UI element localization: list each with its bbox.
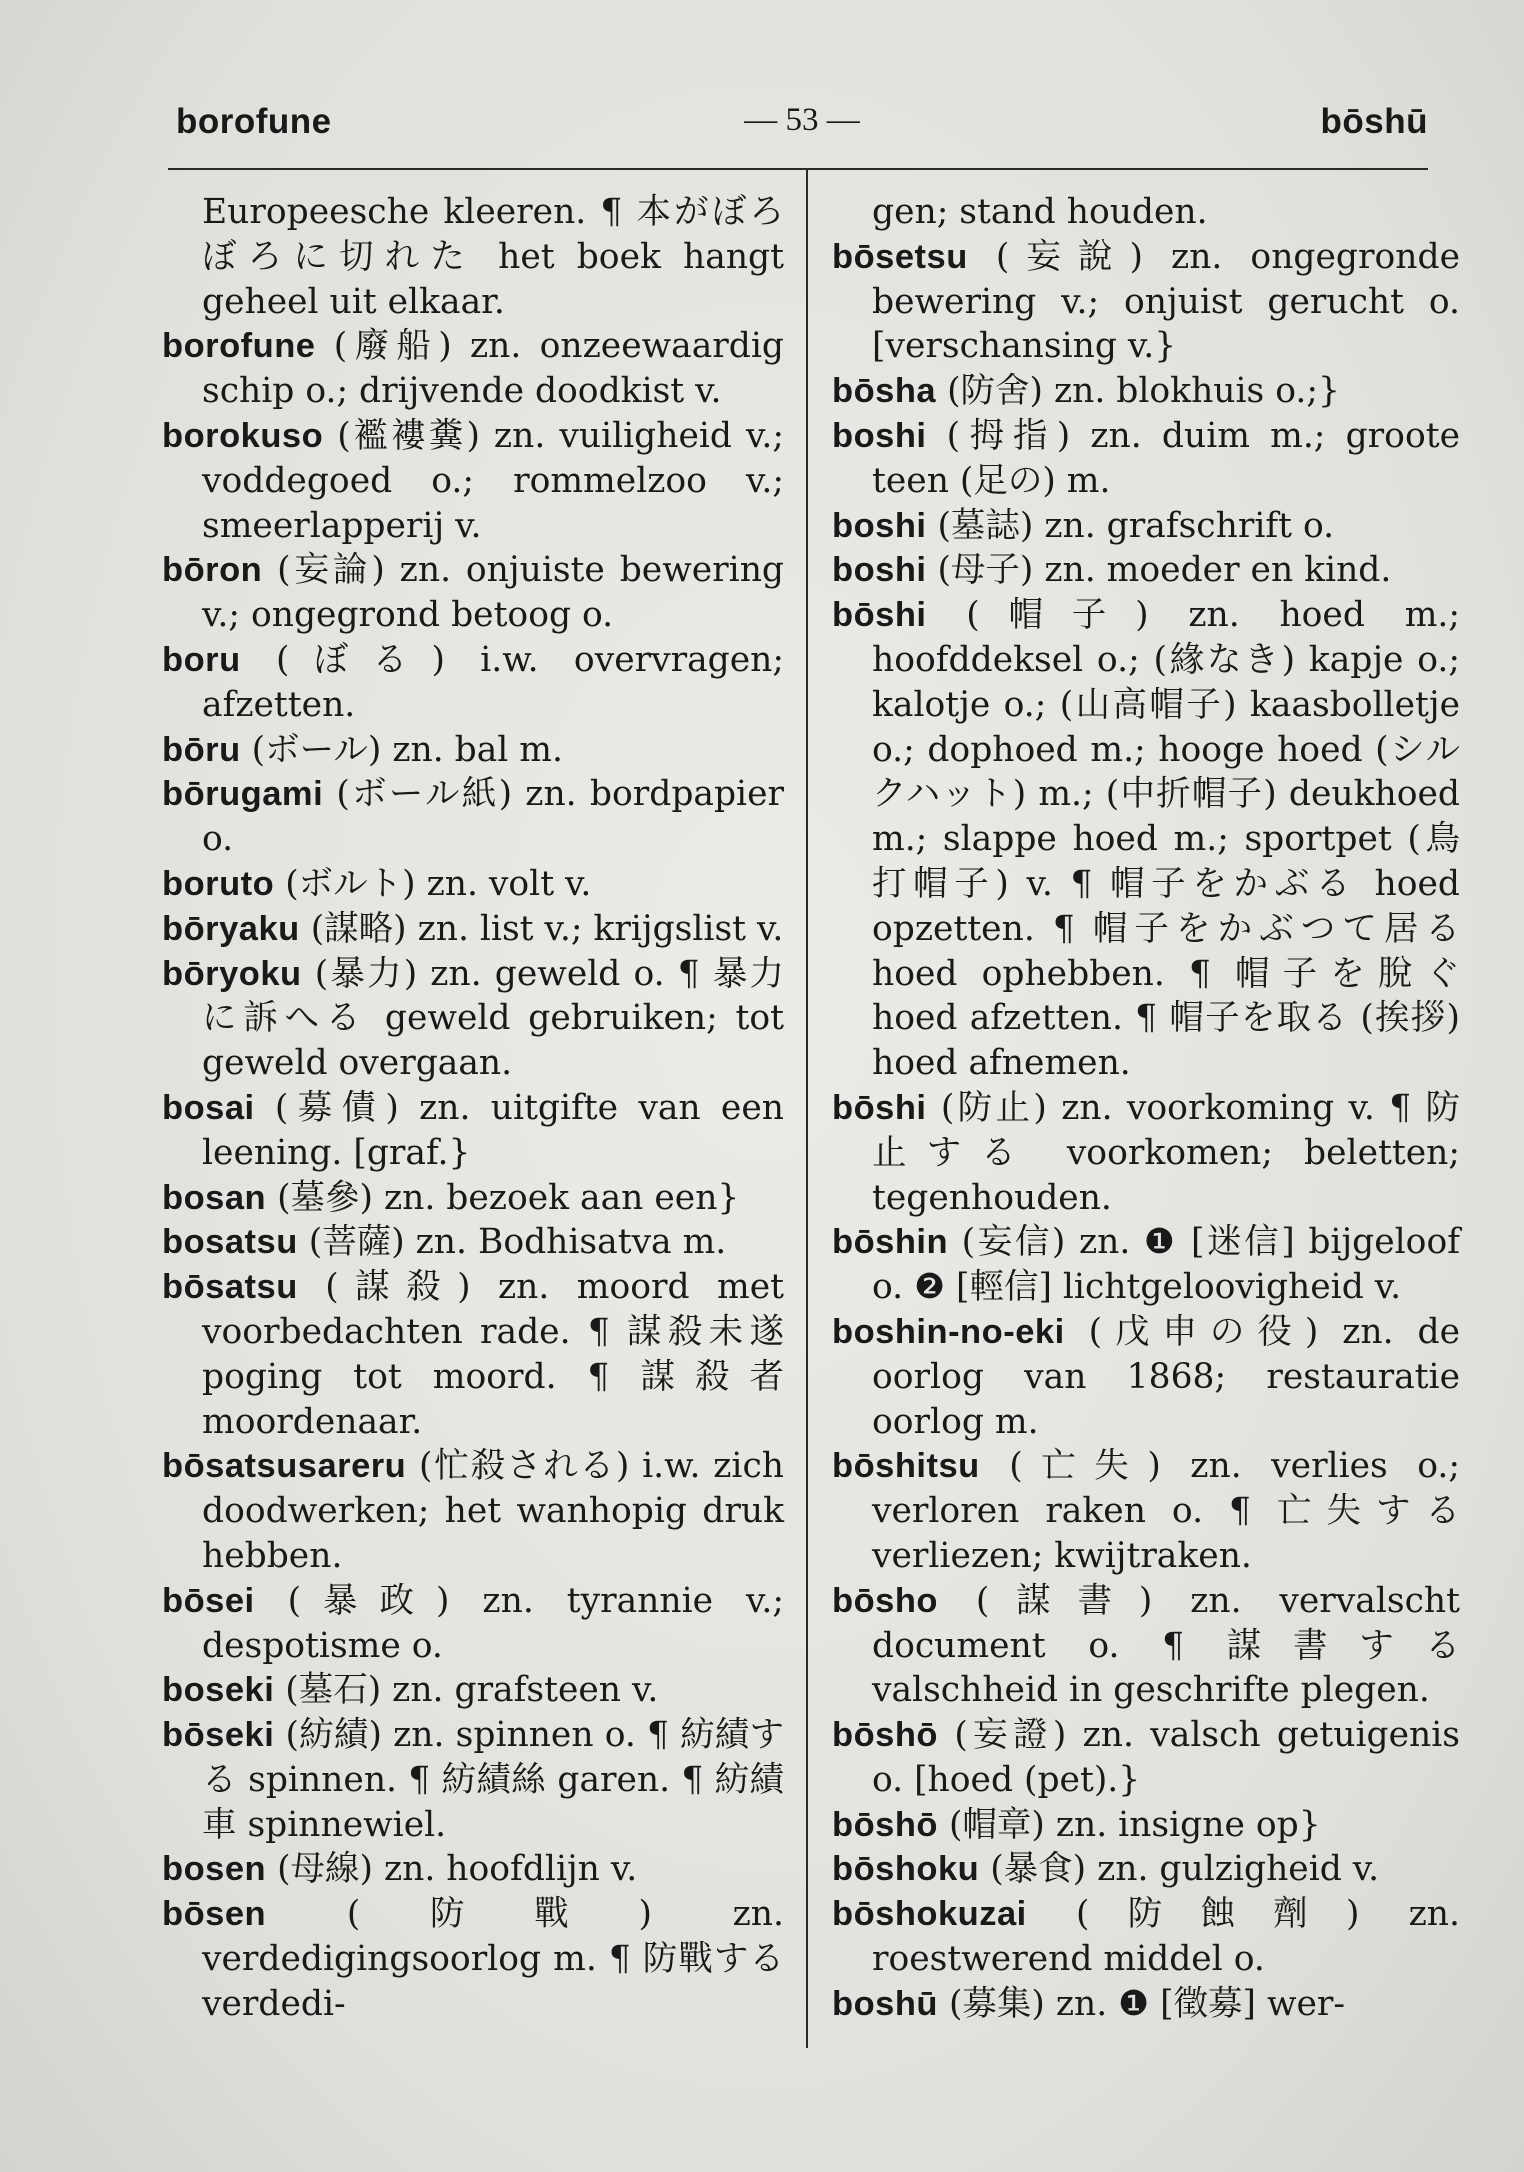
entry-headword: bōshō (832, 1716, 938, 1755)
dictionary-entry (162, 1220, 784, 1265)
dictionary-entry (162, 1579, 784, 1669)
column-divider (806, 168, 808, 2048)
dictionary-entry (832, 1982, 1460, 2027)
entry-definition: (暴食) zn. gulzigheid v. (990, 1849, 1380, 1890)
entry-headword: bōshitsu (832, 1447, 980, 1486)
dictionary-entry (832, 1579, 1460, 1713)
page-number: — 53 — (744, 102, 860, 138)
entry-headword: bosen (162, 1850, 267, 1889)
entry-definition: (戊申の役) zn. de oorlog van 1868; restauratie oorlog m. (872, 1311, 1461, 1442)
entry-headword: bōseki (162, 1716, 275, 1755)
dictionary-entry (832, 1444, 1460, 1578)
dictionary-entry (162, 952, 784, 1086)
entry-definition: (ボルト) zn. volt v. (285, 863, 592, 904)
dictionary-entry (832, 593, 1460, 1086)
entry-definition: (紡績) zn. spinnen o. ¶ 紡績する spinnen. ¶ 紡績絲 garen. ¶ 紡績車 spinnewiel. (202, 1715, 784, 1845)
left-column (162, 190, 784, 2027)
dictionary-entry (162, 548, 784, 638)
entry-headword: borokuso (162, 416, 324, 455)
entry-continuation (832, 190, 1460, 235)
dictionary-entry (162, 907, 784, 952)
dictionary-entry (832, 548, 1460, 593)
dictionary-entry (832, 369, 1460, 414)
dictionary-entry (832, 1220, 1460, 1310)
entry-headword: bōsei (162, 1581, 255, 1620)
running-header (176, 102, 1428, 154)
entry-definition: (墓誌) zn. grafschrift o. (937, 505, 1335, 546)
dictionary-entry (832, 504, 1460, 549)
header-rule (168, 168, 1428, 170)
right-guide-word: bōshū (1320, 102, 1428, 141)
entry-definition: (帽章) zn. insigne op} (948, 1804, 1321, 1845)
entry-definition: (襤褸糞) zn. vuiligheid v.; voddegoed o.; rommelzoo v.; smeerlapperij v. (202, 415, 785, 546)
dictionary-entry (162, 1668, 784, 1713)
dictionary-entry (832, 1803, 1460, 1848)
dictionary-entry (832, 1847, 1460, 1892)
entry-definition: (謀殺) zn. moord met voorbedachten rade. ¶ 謀殺未遂 poging tot moord. ¶ 謀殺者 moordenaar. (202, 1267, 785, 1442)
dictionary-entry (162, 638, 784, 728)
dictionary-entry (162, 1444, 784, 1578)
entry-definition: (防蝕劑) zn. roestwerend middel o. (872, 1894, 1460, 1980)
entry-headword: borofune (162, 327, 316, 366)
entry-headword: bōrugami (162, 775, 324, 814)
entry-definition: (ぼる) i.w. overvragen; afzetten. (202, 639, 784, 725)
entry-headword: boshi (832, 416, 927, 455)
dictionary-entry (832, 1892, 1460, 1982)
entry-definition: gen; stand houden. (872, 192, 1208, 232)
right-column (832, 190, 1460, 2027)
entry-headword: bōsha (832, 372, 937, 411)
entry-definition: (忙殺される) i.w. zich doodwerken; het wanhopig druk hebben. (202, 1446, 784, 1576)
entry-headword: bōshokuzai (832, 1895, 1027, 1934)
entry-definition: (妄論) zn. onjuiste bewering v.; ongegrond betoog o. (202, 550, 785, 636)
dictionary-entry (832, 414, 1460, 504)
entry-definition: (謀書) zn. vervalscht document o. ¶ 謀書する valschheid in geschrifte plegen. (872, 1580, 1460, 1711)
entry-headword: boshi (832, 551, 927, 590)
dictionary-entry (832, 235, 1460, 369)
entry-definition: (拇指) zn. duim m.; groote teen (足の) m. (872, 415, 1460, 501)
entry-headword: bōshin (832, 1223, 949, 1262)
entry-headword: boshi (832, 506, 927, 545)
entry-headword: bōshi (832, 1088, 927, 1127)
entry-headword: boru (162, 640, 241, 679)
entry-headword: boshin-no-eki (832, 1312, 1065, 1351)
dictionary-entry (162, 1176, 784, 1221)
entry-definition: (募債) zn. uitgifte van een leening. [graf.} (202, 1087, 784, 1173)
entry-headword: bōryoku (162, 954, 302, 993)
entry-headword: bōshoku (832, 1850, 980, 1889)
dictionary-entry (162, 324, 784, 414)
dictionary-entry (832, 1310, 1460, 1444)
entry-definition: (募集) zn. ❶ [徵募] wer- (948, 1983, 1346, 2024)
entry-definition: (防舍) zn. blokhuis o.;} (947, 371, 1340, 412)
entry-headword: bosatsu (162, 1223, 298, 1262)
entry-continuation (162, 190, 784, 324)
entry-definition: (菩薩) zn. Bodhisatva m. (308, 1222, 727, 1263)
entry-definition: (墓參) zn. bezoek aan een} (277, 1177, 740, 1218)
entry-definition: (暴政) zn. tyrannie v.; despotisme o. (202, 1580, 784, 1666)
entry-definition: (墓石) zn. grafsteen v. (285, 1670, 659, 1711)
dictionary-entry (162, 1847, 784, 1892)
entry-headword: bōsatsusareru (162, 1447, 407, 1486)
entry-headword: bosan (162, 1178, 267, 1217)
entry-headword: boseki (162, 1671, 275, 1710)
dictionary-entry (832, 1713, 1460, 1803)
entry-headword: bōru (162, 730, 241, 769)
entry-headword: bōsen (162, 1895, 267, 1934)
entry-definition: (帽子) zn. hoed m.; hoofddeksel o.; (緣なき) kapje o.; kalotje o.; (山高帽子) kaasbolletje o.; dophoed m.; hooge hoed (シルクハット) m.; (中折帽子) deukhoed m.; slappe hoed m.; sportpet (鳥打帽子) v. ¶ 帽子をかぶる hoed opzetten. ¶ 帽子をかぶつて居る hoed ophebben. ¶ 帽子を脫ぐ hoed afzetten. ¶ 帽子を取る (挨拶) hoed afnemen. (872, 595, 1460, 1084)
dictionary-entry (162, 728, 784, 773)
dictionary-entry (162, 1713, 784, 1847)
entry-definition: (防戰) zn. verdedigingsoorlog m. ¶ 防戰する verdedi- (202, 1894, 784, 2024)
dictionary-entry (162, 1892, 784, 2026)
entry-headword: bōsho (832, 1581, 938, 1620)
entry-definition: (母線) zn. hoofdlijn v. (277, 1849, 638, 1890)
entry-headword: boshū (832, 1984, 938, 2023)
entry-definition: (防止) zn. voorkoming v. ¶ 防止する voorkomen; beletten; tegenhouden. (872, 1087, 1460, 1218)
dictionary-entry (162, 862, 784, 907)
entry-definition: (亡失) zn. verlies o.; verloren raken o. ¶ 亡失する verliezen; kwijtraken. (872, 1446, 1461, 1576)
entry-headword: bōryaku (162, 909, 300, 948)
dictionary-entry (162, 1265, 784, 1444)
entry-definition: (妄證) zn. valsch getuigenis o. [hoed (pet).} (872, 1715, 1461, 1800)
entry-definition: (暴力) zn. geweld o. ¶ 暴力に訴へる geweld gebruiken; tot geweld overgaan. (202, 953, 785, 1084)
entry-definition: (謀略) zn. list v.; krijgslist v. (310, 908, 784, 949)
left-guide-word: borofune (176, 102, 332, 141)
entry-definition: (ボール) zn. bal m. (251, 729, 563, 770)
dictionary-entry (162, 772, 784, 862)
entry-definition: (妄信) zn. ❶ [迷信] bijgeloof o. ❷ [輕信] lichtgeloovigheid v. (872, 1222, 1460, 1308)
entry-headword: bōsatsu (162, 1268, 298, 1307)
entry-headword: bōshi (832, 596, 927, 635)
entry-definition: Europeesche kleeren. ¶ 本がぼろぼろに切れた het boek hangt geheel uit elkaar. (202, 192, 784, 322)
entry-definition: (母子) zn. moeder en kind. (937, 550, 1392, 591)
entry-definition: (妄說) zn. ongegronde bewering v.; onjuist gerucht o. [verschansing v.} (872, 236, 1460, 367)
entry-headword: boruto (162, 864, 275, 903)
entry-definition: (ボール紙) zn. bordpapier o. (202, 774, 785, 860)
entry-headword: bōsetsu (832, 237, 968, 276)
dictionary-entry (832, 1086, 1460, 1220)
entry-headword: bōshō (832, 1805, 938, 1844)
dictionary-entry (162, 1086, 784, 1176)
entry-definition: (廢船) zn. onzeewaardig schip o.; drijvende doodkist v. (202, 326, 784, 412)
entry-headword: bosai (162, 1088, 255, 1127)
entry-headword: bōron (162, 551, 263, 590)
dictionary-entry (162, 414, 784, 548)
